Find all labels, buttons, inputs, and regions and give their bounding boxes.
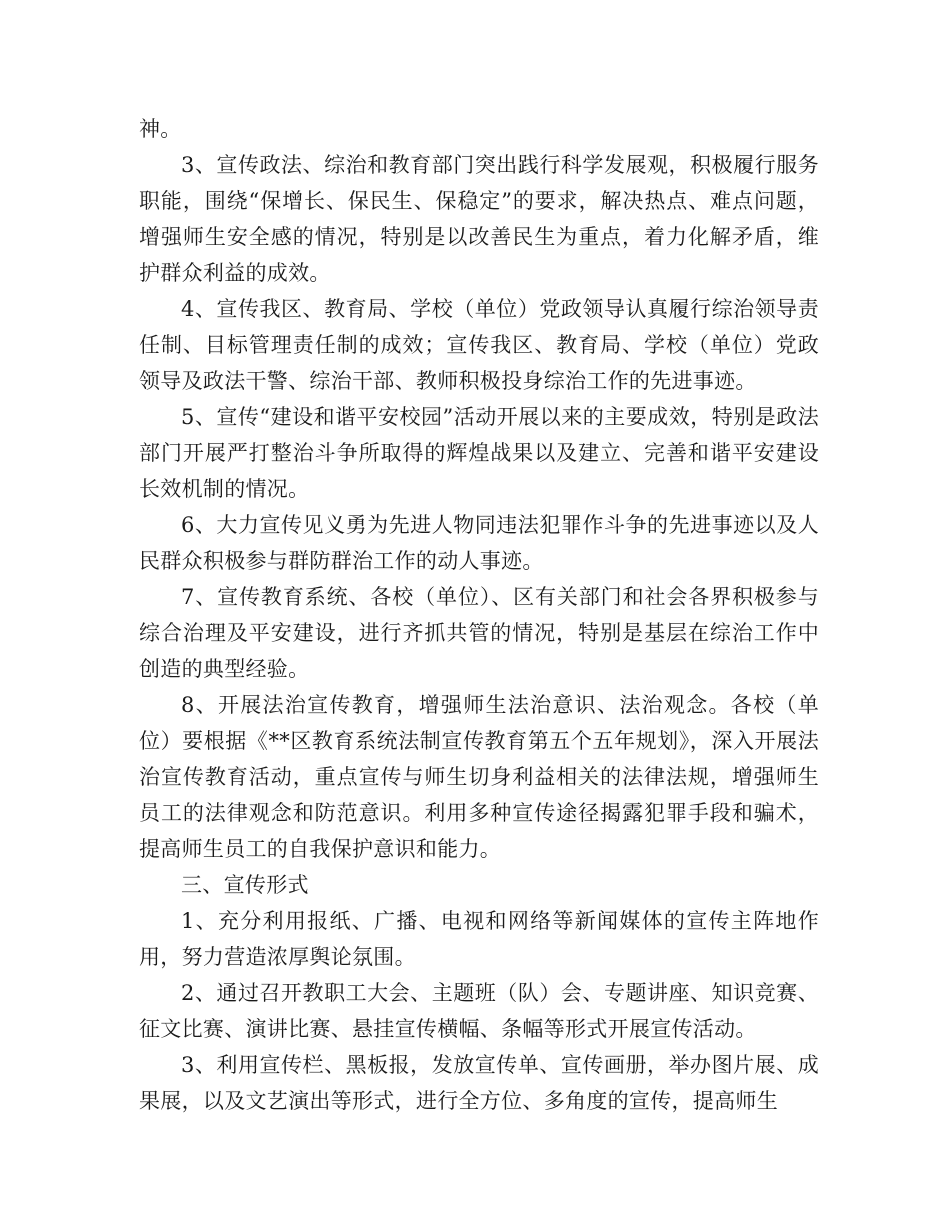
paragraph-item-4: 4、宣传我区、教育局、学校（单位）党政领导认真履行综治领导责任制、目标管理责任制的成效；宣传我区、教育局、学校（单位）党政领导及政法干警、综治干部、教师积极投身综治工作的先进事迹。 xyxy=(139,297,819,393)
paragraph-item-5: 5、宣传“建设和谐平安校园”活动开展以来的主要成效，特别是政法部门开展严打整治斗争所取得的辉煌战果以及建立、完善和谐平安建设长效机制的情况。 xyxy=(139,405,819,501)
paragraph-form-2: 2、通过召开教职工大会、主题班（队）会、专题讲座、知识竞赛、征文比赛、演讲比赛、悬挂宣传横幅、条幅等形式开展宣传活动。 xyxy=(139,981,819,1041)
paragraph-item-3: 3、宣传政法、综治和教育部门突出践行科学发展观，积极履行服务职能，围绕“保增长、保民生、保稳定”的要求，解决热点、难点问题，增强师生安全感的情况，特别是以改善民生为重点，着力化解矛盾，维护群众利益的成效。 xyxy=(139,153,819,285)
paragraph-item-8: 8、开展法治宣传教育，增强师生法治意识、法治观念。各校（单位）要根据《**区教育系统法制宣传教育第五个五年规划》，深入开展法治宣传教育活动，重点宣传与师生切身利益相关的法律法规，增强师生员工的法律观念和防范意识。利用多种宣传途径揭露犯罪手段和骗术，提高师生员工的自我保护意识和能力。 xyxy=(139,693,819,861)
paragraph-form-3: 3、利用宣传栏、黑板报，发放宣传单、宣传画册，举办图片展、成果展，以及文艺演出等形式，进行全方位、多角度的宣传，提高师生 xyxy=(139,1053,819,1113)
paragraph-item-6: 6、大力宣传见义勇为先进人物同违法犯罪作斗争的先进事迹以及人民群众积极参与群防群治工作的动人事迹。 xyxy=(139,513,819,573)
paragraph-item-7: 7、宣传教育系统、各校（单位）、区有关部门和社会各界积极参与综合治理及平安建设，进行齐抓共管的情况，特别是基层在综治工作中创造的典型经验。 xyxy=(139,585,819,681)
paragraph-continuation: 神。 xyxy=(139,117,182,141)
paragraph-form-1: 1、充分利用报纸、广播、电视和网络等新闻媒体的宣传主阵地作用，努力营造浓厚舆论氛围。 xyxy=(139,909,819,969)
document-page xyxy=(139,111,819,1119)
section-heading: 三、宣传形式 xyxy=(181,873,309,897)
